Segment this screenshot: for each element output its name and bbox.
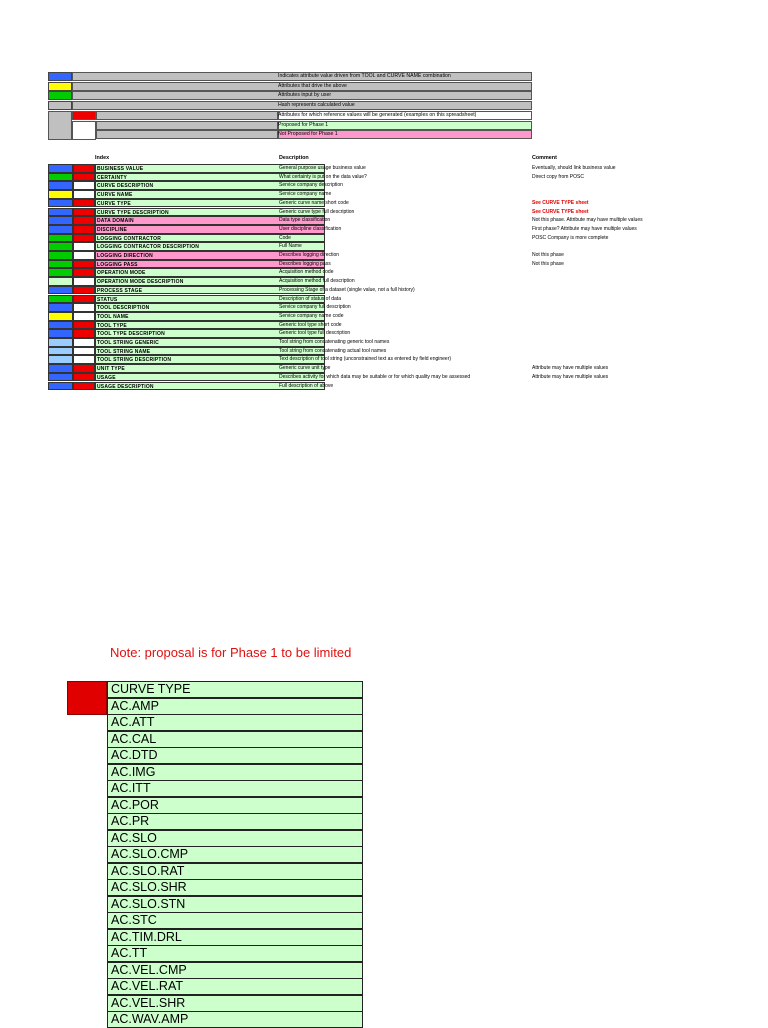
row-description: Generic curve type full description <box>279 208 355 215</box>
red-marker <box>67 681 107 715</box>
curve-type-item: AC.ATT <box>107 714 363 731</box>
table-row <box>48 364 768 373</box>
row-swatch-phase <box>73 216 95 225</box>
table-row <box>48 382 768 391</box>
row-index-name: OPERATION MODE <box>95 268 325 277</box>
row-comment: Not this phase. Attribute may have multiple values <box>532 217 643 224</box>
curve-type-item: AC.SLO <box>107 830 363 847</box>
row-swatch-phase <box>73 199 95 208</box>
table-row <box>48 321 768 330</box>
table-row <box>48 303 768 312</box>
row-swatch-phase <box>73 208 95 217</box>
row-swatch-phase <box>73 173 95 182</box>
row-swatch-phase <box>73 382 95 391</box>
row-description: Generic curve unit type <box>279 365 331 372</box>
row-swatch-phase <box>73 225 95 234</box>
row-index-name: TOOL TYPE <box>95 321 325 330</box>
row-swatch-phase <box>73 338 95 347</box>
row-index-name: TOOL DESCRIPTION <box>95 303 325 312</box>
row-swatch-phase <box>73 329 95 338</box>
table-row <box>48 277 768 286</box>
row-description: Acquisition method full description <box>279 278 355 285</box>
row-swatch-phase <box>73 164 95 173</box>
row-comment: Not this phase <box>532 252 564 258</box>
curve-type-item: AC.SLO.STN <box>107 896 363 913</box>
row-swatch-type <box>48 355 73 364</box>
row-index-name: TOOL STRING DESCRIPTION <box>95 355 325 364</box>
legend-swatch <box>48 82 72 91</box>
row-swatch-type <box>48 347 73 356</box>
table-row <box>48 216 768 225</box>
row-description: Service company name <box>279 191 332 198</box>
row-swatch-type <box>48 268 73 277</box>
row-swatch-phase <box>73 260 95 269</box>
row-swatch-type <box>48 338 73 347</box>
row-swatch-phase <box>73 242 95 251</box>
legend-text: Attributes for which reference values will be generated (examples on this spreadsheet) <box>278 111 477 118</box>
row-swatch-type <box>48 173 73 182</box>
row-swatch-type <box>48 321 73 330</box>
row-index-name: CURVE TYPE DESCRIPTION <box>95 208 325 217</box>
row-description: Service company name code <box>279 312 344 319</box>
table-row <box>48 295 768 304</box>
legend-text: Not Proposed for Phase 1 <box>278 131 338 138</box>
row-comment: See CURVE TYPE sheet <box>532 199 589 206</box>
row-description: Tool string from concatenating generic tool names <box>279 339 390 345</box>
row-description: Service company full description <box>279 304 351 311</box>
table-row <box>48 286 768 295</box>
row-index-name: TOOL STRING GENERIC <box>95 338 325 347</box>
row-swatch-phase <box>73 347 95 356</box>
row-swatch-type <box>48 260 73 269</box>
row-comment: Not this phase <box>532 260 564 267</box>
row-swatch-type <box>48 234 73 243</box>
row-index-name: CERTAINTY <box>95 173 325 182</box>
row-swatch-type <box>48 303 73 312</box>
row-comment: See CURVE TYPE sheet <box>532 208 589 215</box>
row-description: Acquisition method code <box>279 269 334 276</box>
table-row <box>48 329 768 338</box>
header-comment: Comment <box>532 155 557 161</box>
curve-type-item: AC.TIM.DRL <box>107 929 363 946</box>
legend-bar <box>96 111 278 120</box>
curve-type-item: AC.AMP <box>107 698 363 715</box>
table-row <box>48 234 768 243</box>
phase-note: Note: proposal is for Phase 1 to be limited <box>110 645 352 660</box>
curve-type-item: AC.VEL.CMP <box>107 962 363 979</box>
curve-type-item: AC.WAV.AMP <box>107 1011 363 1028</box>
table-row <box>48 173 768 182</box>
legend-text: Attributes input by user <box>278 92 332 99</box>
legend-swatch <box>48 101 72 110</box>
legend-bar <box>96 121 278 130</box>
row-swatch-phase <box>73 295 95 304</box>
row-swatch-phase <box>73 373 95 382</box>
row-swatch-type <box>48 164 73 173</box>
row-index-name: LOGGING DIRECTION <box>95 251 325 260</box>
row-description: Generic tool type short code <box>279 321 342 328</box>
row-swatch-type <box>48 208 73 217</box>
table-row <box>48 199 768 208</box>
table-row <box>48 347 768 356</box>
row-index-name: USAGE DESCRIPTION <box>95 382 325 391</box>
row-swatch-type <box>48 286 73 295</box>
row-swatch-phase <box>73 190 95 199</box>
curve-type-item: AC.VEL.RAT <box>107 978 363 995</box>
table-row <box>48 208 768 217</box>
row-swatch-type <box>48 242 73 251</box>
legend-grey-column <box>48 111 72 140</box>
curve-type-item: AC.TT <box>107 945 363 962</box>
curve-type-item: AC.VEL.SHR <box>107 995 363 1012</box>
row-comment: Direct copy from POSC <box>532 173 584 180</box>
row-description: Full description of above <box>279 382 334 389</box>
curve-type-item: AC.POR <box>107 797 363 814</box>
curve-type-item: AC.SLO.RAT <box>107 863 363 880</box>
row-index-name: STATUS <box>95 295 325 304</box>
row-index-name: TOOL STRING NAME <box>95 347 325 356</box>
table-row <box>48 242 768 251</box>
row-description: User discipline classification <box>279 225 342 232</box>
curve-type-item: AC.SLO.SHR <box>107 879 363 896</box>
row-index-name: TOOL NAME <box>95 312 325 321</box>
row-swatch-phase <box>73 181 95 190</box>
row-index-name: DISCIPLINE <box>95 225 325 234</box>
row-swatch-type <box>48 382 73 391</box>
row-swatch-phase <box>73 234 95 243</box>
row-swatch-type <box>48 190 73 199</box>
row-comment: First phase? Attribute may have multiple values <box>532 225 637 232</box>
row-swatch-type <box>48 329 73 338</box>
curve-type-header: CURVE TYPE <box>107 681 363 698</box>
legend-swatch <box>48 72 72 81</box>
curve-type-item: AC.IMG <box>107 764 363 781</box>
row-swatch-type <box>48 216 73 225</box>
row-index-name: BUSINESS VALUE <box>95 164 325 173</box>
curve-type-item: AC.ITT <box>107 780 363 797</box>
header-index: Index <box>95 155 110 161</box>
row-swatch-type <box>48 295 73 304</box>
curve-type-item: AC.DTD <box>107 747 363 764</box>
row-index-name: USAGE <box>95 373 325 382</box>
row-swatch-phase <box>73 364 95 373</box>
header-description: Description <box>279 155 309 161</box>
row-swatch-phase <box>73 286 95 295</box>
table-row <box>48 338 768 347</box>
legend-text: Indicates attribute value driven from TOOL and CURVE NAME combination <box>278 73 451 79</box>
legend-text: Attributes that drive the above <box>278 82 347 89</box>
legend-text: Hash represents calculated value <box>278 102 355 109</box>
row-swatch-phase <box>73 268 95 277</box>
row-description: Tool string from concatenating actual tool names <box>279 347 387 354</box>
row-swatch-type <box>48 225 73 234</box>
table-row <box>48 373 768 382</box>
table-row <box>48 181 768 190</box>
row-comment: POSC Company is more complete <box>532 234 609 241</box>
row-index-name: LOGGING CONTRACTOR DESCRIPTION <box>95 242 325 251</box>
row-swatch-type <box>48 364 73 373</box>
row-description: General purpose usage business value <box>279 165 366 171</box>
row-description: Data type classification <box>279 217 331 224</box>
row-description: Generic tool type full description <box>279 330 351 337</box>
row-swatch-phase <box>73 355 95 364</box>
row-swatch-type <box>48 373 73 382</box>
curve-type-item: AC.SLO.CMP <box>107 846 363 863</box>
legend-text: Proposed for Phase 1 <box>278 121 329 128</box>
table-row <box>48 190 768 199</box>
row-index-name: CURVE NAME <box>95 190 325 199</box>
row-index-name: CURVE DESCRIPTION <box>95 181 325 190</box>
row-description: What certainty is put on the data value? <box>279 173 367 180</box>
row-comment: Eventually, should link business value <box>532 165 616 171</box>
table-row <box>48 225 768 234</box>
legend-red-swatch <box>72 111 96 121</box>
row-description: Describes logging pass <box>279 260 331 267</box>
table-row <box>48 164 768 173</box>
row-index-name: PROCESS STAGE <box>95 286 325 295</box>
table-row <box>48 260 768 269</box>
row-description: Text description of tool string (unconstrained text as entered by field engineer) <box>279 356 452 363</box>
table-row <box>48 312 768 321</box>
legend-swatch <box>48 91 72 100</box>
row-swatch-type <box>48 251 73 260</box>
legend-white-swatch <box>72 121 96 140</box>
row-swatch-type <box>48 312 73 321</box>
row-swatch-type <box>48 199 73 208</box>
row-swatch-phase <box>73 303 95 312</box>
row-index-name: LOGGING PASS <box>95 260 325 269</box>
table-row <box>48 355 768 364</box>
row-description: Service company description <box>279 182 343 189</box>
row-description: Processing Stage of a dataset (single value, not a full history) <box>279 286 415 293</box>
row-swatch-phase <box>73 321 95 330</box>
row-comment: Attribute may have multiple values <box>532 365 609 372</box>
row-comment: Attribute may have multiple values <box>532 373 609 380</box>
row-description: Describes logging direction <box>279 252 340 258</box>
row-swatch-phase <box>73 312 95 321</box>
table-row <box>48 251 768 260</box>
row-index-name: DATA DOMAIN <box>95 216 325 225</box>
row-index-name: TOOL TYPE DESCRIPTION <box>95 329 325 338</box>
row-description: Code <box>279 234 291 241</box>
row-swatch-type <box>48 277 73 286</box>
curve-type-item: AC.STC <box>107 912 363 929</box>
row-description: Full Name <box>279 243 302 250</box>
row-index-name: UNIT TYPE <box>95 364 325 373</box>
curve-type-item: AC.CAL <box>107 731 363 748</box>
row-description: Generic curve name short code <box>279 199 349 206</box>
row-swatch-phase <box>73 277 95 286</box>
row-swatch-phase <box>73 251 95 260</box>
row-index-name: LOGGING CONTRACTOR <box>95 234 325 243</box>
row-description: Describes activity for which data may be suitable or for which quality may be assessed <box>279 373 471 380</box>
row-description: Description of status of data <box>279 295 341 302</box>
row-index-name: CURVE TYPE <box>95 199 325 208</box>
row-index-name: OPERATION MODE DESCRIPTION <box>95 277 325 286</box>
legend-bar <box>96 130 278 139</box>
row-swatch-type <box>48 181 73 190</box>
table-row <box>48 268 768 277</box>
curve-type-item: AC.PR <box>107 813 363 830</box>
